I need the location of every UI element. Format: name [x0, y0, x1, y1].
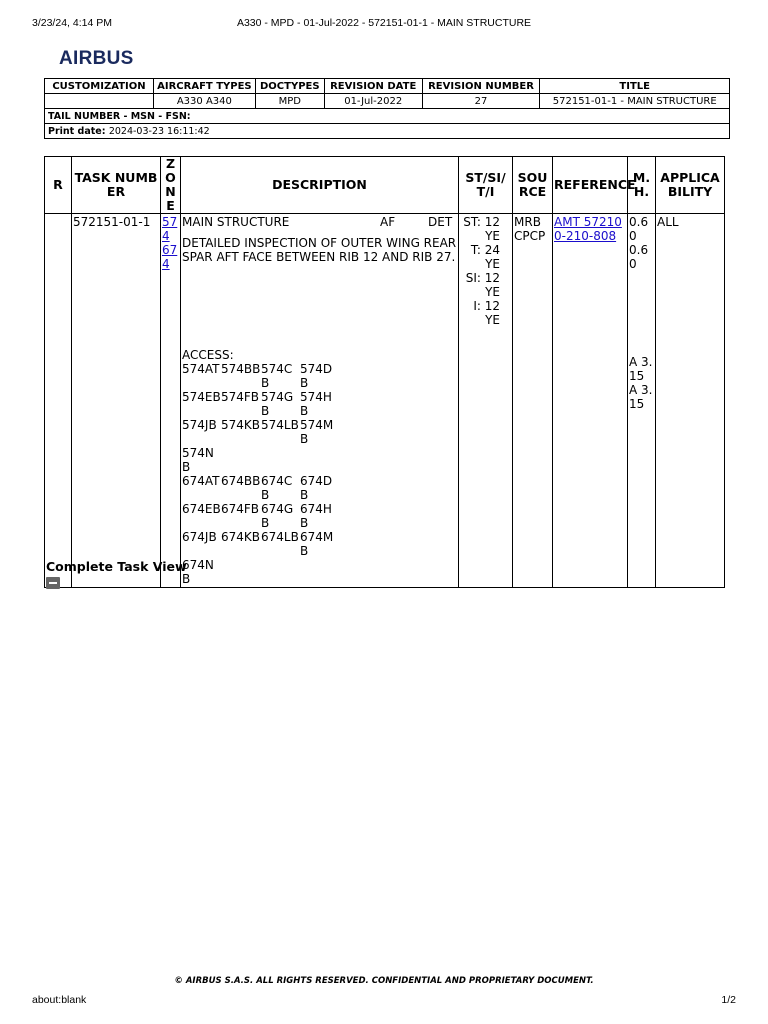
access-panel: 674CB [261, 474, 293, 502]
access-panel: 574MB [300, 418, 334, 446]
access-panel: 574GB [261, 390, 294, 418]
access-panel: 574HB [300, 390, 332, 418]
col-header-st-si-ti: ST/SI/T/I [459, 157, 513, 214]
access-panel: 674FB [221, 502, 260, 516]
description-det: DET [428, 215, 453, 229]
access-panel [221, 446, 261, 474]
header-revision-date: REVISION DATE [324, 79, 422, 94]
access-panel: 574FB [221, 390, 260, 404]
access-panel: 674HB [300, 502, 332, 530]
zone-link-574[interactable]: 574 [162, 215, 178, 243]
description-text: DETAILED INSPECTION OF OUTER WING REAR SPAR AFT FACE BETWEEN RIB 12 AND RIB 27. [182, 236, 457, 264]
revision-date-value: 01-Jul-2022 [324, 94, 422, 109]
access-panel: 674LB [261, 530, 299, 544]
copyright-notice: © AIRBUS S.A.S. ALL RIGHTS RESERVED. CONFIDENTIAL AND PROPRIETARY DOCUMENT. [174, 976, 594, 986]
interval-t: T: 24 YE [470, 243, 500, 271]
col-header-zone: ZONE [161, 157, 181, 214]
col-header-mh: M. H. [628, 157, 656, 214]
access-panel: 674AT [182, 474, 220, 488]
access-panel: 574BB [221, 362, 261, 376]
customization-value [45, 94, 154, 109]
access-panel: 674MB [300, 530, 334, 558]
tail-number-row: TAIL NUMBER - MSN - FSN: [45, 109, 730, 124]
interval-si: SI: 12 YE [465, 271, 500, 299]
print-footer-page: 1/2 [721, 994, 736, 1006]
access-panel: 574CB [261, 362, 293, 390]
print-header [32, 17, 736, 31]
cell-description [181, 214, 459, 588]
access-panel [261, 558, 300, 586]
access-panel: 574EB [182, 390, 221, 404]
complete-task-view-heading: Complete Task View [46, 559, 187, 574]
col-header-description: DESCRIPTION [181, 157, 459, 214]
access-panel: 674JB [182, 530, 217, 544]
access-panel: 574JB [182, 418, 217, 432]
access-panel: 574NB [182, 446, 214, 474]
access-panel: 574KB [221, 418, 261, 432]
collapse-icon[interactable] [46, 577, 60, 589]
col-header-task-number: TASK NUMBER [72, 157, 161, 214]
description-heading [182, 215, 457, 229]
mh-access-value: A 3.15 [629, 383, 653, 411]
access-panel: 574AT [182, 362, 220, 376]
header-aircraft-types: AIRCRAFT TYPES [153, 79, 255, 94]
mh-access-value: A 3.15 [629, 355, 653, 383]
title-value: 572151-01-1 - MAIN STRUCTURE [540, 94, 730, 109]
col-header-r: R [45, 157, 72, 214]
access-panel: 674BB [221, 474, 261, 488]
access-panel: 674GB [261, 502, 294, 530]
col-header-applicability: APPLICABILITY [656, 157, 725, 214]
zone-link-674[interactable]: 674 [162, 243, 178, 271]
table-row [45, 214, 725, 588]
header-title: TITLE [540, 79, 730, 94]
print-date-value: 2024-03-23 16:11:42 [108, 125, 210, 137]
access-panel: 674NB [182, 558, 214, 586]
print-datetime: 3/23/24, 4:14 PM [32, 17, 112, 29]
access-panel: 674EB [182, 502, 221, 516]
access-label: ACCESS: [182, 348, 234, 362]
mh-value: 0.60 [629, 243, 649, 271]
cell-applicability: ALL [656, 214, 725, 588]
access-panel: 574DB [300, 362, 333, 390]
document-metadata-table [44, 78, 730, 139]
cell-source: MRB CPCP [513, 214, 553, 588]
header-revision-number: REVISION NUMBER [422, 79, 540, 94]
access-panel: 674DB [300, 474, 333, 502]
description-af: AF [380, 215, 396, 229]
access-panel [221, 558, 261, 586]
col-header-reference: REFERENCE [553, 157, 628, 214]
aircraft-types-value: A330 A340 [153, 94, 255, 109]
description-title: MAIN STRUCTURE [182, 215, 290, 229]
access-panel [300, 558, 340, 586]
header-customization: CUSTOMIZATION [45, 79, 154, 94]
access-panel: 574LB [261, 418, 299, 432]
reference-link[interactable]: AMT 572100-210-808 [554, 215, 622, 243]
col-header-source: SOURCE [513, 157, 553, 214]
cell-reference [553, 214, 628, 588]
cell-r [45, 214, 72, 588]
cell-mh [628, 214, 656, 588]
revision-number-value: 27 [422, 94, 540, 109]
cell-st-si-ti [459, 214, 513, 588]
access-panel: 674KB [221, 530, 261, 544]
airbus-logo: AIRBUS [59, 48, 134, 69]
interval-st: ST: 12 YE [463, 215, 500, 243]
mh-value: 0.60 [629, 215, 649, 243]
cell-zone [161, 214, 181, 588]
interval-i: I: 12 YE [473, 299, 500, 327]
task-table [44, 156, 725, 588]
doctypes-value: MPD [255, 94, 324, 109]
print-footer-url: about:blank [32, 994, 87, 1006]
print-doc-title: A330 - MPD - 01-Jul-2022 - 572151-01-1 - MAIN STRUCTURE [236, 17, 532, 29]
access-panel [261, 446, 300, 474]
print-date-label: Print date: [48, 125, 106, 137]
header-doctypes: DOCTYPES [255, 79, 324, 94]
access-panels-grid [182, 362, 342, 586]
print-date-row [45, 124, 730, 139]
access-panel [300, 446, 340, 474]
cell-task-number: 572151-01-1 [72, 214, 161, 588]
